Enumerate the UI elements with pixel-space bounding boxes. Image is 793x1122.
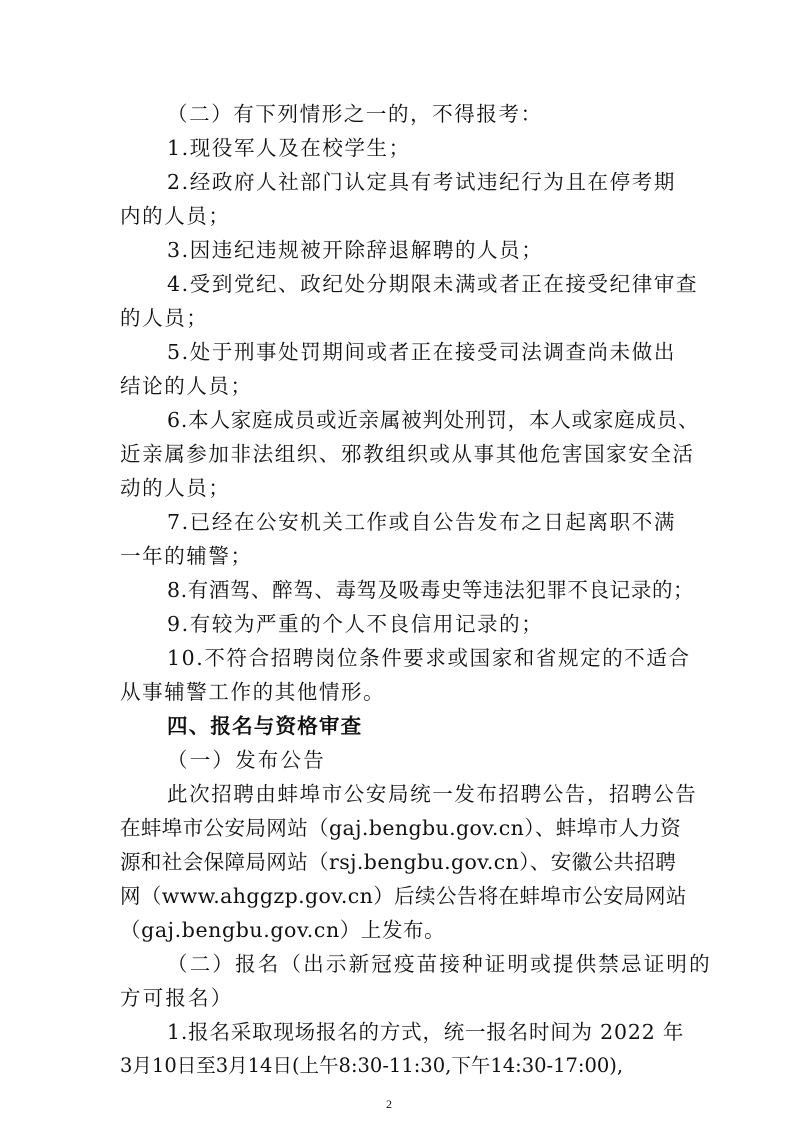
paragraph-line: 9.有较为严重的个人不良信用记录的； — [167, 612, 544, 636]
paragraph-line: 在蚌埠市公安局网站（gaj.bengbu.gov.cn）、蚌埠市人力资 — [120, 816, 682, 840]
paragraph-line: 内的人员； — [120, 204, 231, 228]
paragraph-line: 结论的人员； — [120, 374, 253, 398]
paragraph-line: 5.处于刑事处罚期间或者正在接受司法调查尚未做出 — [167, 340, 676, 364]
paragraph-line: 1.现役军人及在校学生； — [167, 136, 411, 160]
paragraph-line: 从事辅警工作的其他情形。 — [120, 680, 386, 704]
paragraph-line: 的人员； — [120, 306, 209, 330]
paragraph-line: 2.经政府人社部门认定具有考试违纪行为且在停考期 — [167, 170, 676, 194]
paragraph-line: 方可报名） — [120, 986, 234, 1010]
page-number: 2 — [386, 1097, 392, 1111]
paragraph-line: 动的人员； — [120, 476, 231, 500]
paragraph-line: 3.因违纪违规被开除辞退解聘的人员； — [167, 238, 544, 262]
section-heading-registration: 四、报名与资格审查 — [167, 714, 363, 738]
paragraph-line: 4.受到党纪、政纪处分期限未满或者正在接受纪律审查 — [167, 272, 699, 296]
paragraph-line: 10.不符合招聘岗位条件要求或国家和省规定的不适合 — [167, 646, 691, 670]
paragraph-line: 近亲属参加非法组织、邪教组织或从事其他危害国家安全活 — [120, 442, 695, 466]
paragraph-line: 一年的辅警； — [120, 544, 253, 568]
paragraph-line: （gaj.bengbu.gov.cn）上发布。 — [120, 918, 446, 942]
paragraph-line: 7.已经在公安机关工作或自公告发布之日起离职不满 — [167, 510, 676, 534]
paragraph-line: 此次招聘由蚌埠市公安局统一发布招聘公告，招聘公告 — [167, 782, 698, 806]
subsection-heading-registration: （二）报名（出示新冠疫苗接种证明或提供禁忌证明的 — [167, 952, 712, 976]
paragraph-line: 源和社会保障局网站（rsj.bengbu.gov.cn）、安徽公共招聘 — [120, 850, 677, 874]
subsection-heading-ineligible: （二）有下列情形之一的，不得报考： — [167, 102, 543, 126]
subsection-heading-announcement: （一）发布公告 — [167, 748, 326, 772]
paragraph-line: 3月10日至3月14日(上午8:30-11:30,下午14:30-17:00), — [120, 1054, 624, 1077]
paragraph-line: 8.有酒驾、醉驾、毒驾及吸毒史等违法犯罪不良记录的； — [167, 578, 695, 602]
paragraph-line: 6.本人家庭成员或近亲属被判处刑罚，本人或家庭成员、 — [167, 408, 700, 432]
paragraph-line: 1.报名采取现场报名的方式，统一报名时间为 2022 年 — [167, 1020, 685, 1044]
paragraph-line: 网（www.ahggzp.gov.cn）后续公告将在蚌埠市公安局网站 — [120, 884, 687, 908]
